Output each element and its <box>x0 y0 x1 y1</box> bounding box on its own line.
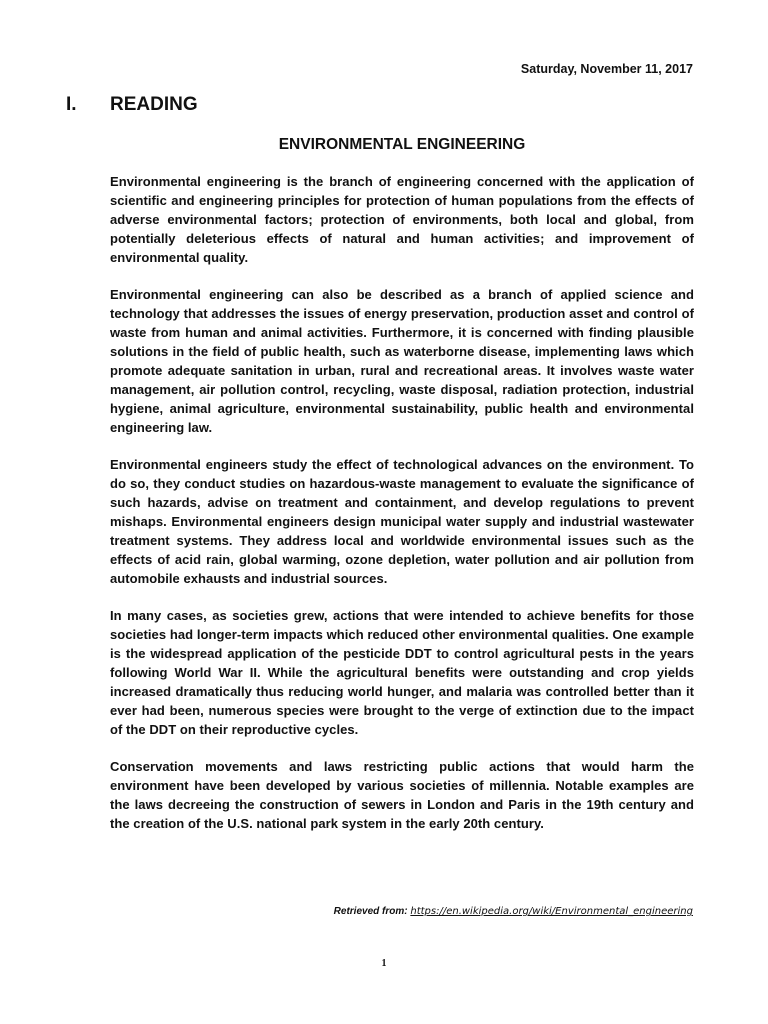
document-title: ENVIRONMENTAL ENGINEERING <box>278 136 526 153</box>
source-citation <box>334 906 693 917</box>
page-number: 1 <box>381 958 387 969</box>
source-link[interactable]: https://en.wikipedia.org/wiki/Environmental_engineering <box>410 906 693 917</box>
source-label: Retrieved from: <box>333 906 408 917</box>
section-number: I. <box>66 94 77 115</box>
section-label: READING <box>110 94 198 115</box>
document-body <box>110 172 694 851</box>
date-line: Saturday, November 11, 2017 <box>520 62 693 76</box>
section-heading <box>66 94 198 116</box>
paragraph-3: Environmental engineers study the effect of technological advances on the environment. To do so, they conduct studies on hazardous-waste management to evaluate the significance of such hazards, advise on treatment and containment, and develop regulations to prevent mishaps. Environmental engineers design municipal water supply and industrial wastewater treatment systems. They address local and worldwide environmental issues such as the effects of acid rain, global warming, ozone depletion, water pollution and air pollution from automobile exhausts and industrial sources. <box>110 457 694 586</box>
paragraph-5: Conservation movements and laws restricting public actions that would harm the environment have been developed by various societies of millennia. Notable examples are the laws decreeing the construction of sewers in London and Paris in the 19th century and the creation of the U.S. national park system in the early 20th century. <box>110 759 694 831</box>
paragraph-2: Environmental engineering can also be described as a branch of applied science and technology that addresses the issues of energy preservation, production asset and control of waste from human and animal activities. Furthermore, it is concerned with finding plausible solutions in the field of public health, such as waterborne disease, implementing laws which promote adequate sanitation in urban, rural and recreational areas. It involves waste water management, air pollution control, recycling, waste disposal, radiation protection, industrial hygiene, animal agriculture, environmental sustainability, public health and environmental engineering law. <box>110 287 694 435</box>
paragraph-1: Environmental engineering is the branch of engineering concerned with the application of scientific and engineering principles for protection of human populations from the effects of adverse environmental factors; protection of environments, both local and global, from potentially deleterious effects of natural and human activities; and improvement of environmental quality. <box>110 174 694 265</box>
paragraph-4: In many cases, as societies grew, actions that were intended to achieve benefits for those societies had longer-term impacts which reduced other environmental qualities. One example is the widespread application of the pesticide DDT to control agricultural pests in the years following World War II. While the agricultural benefits were outstanding and crop yields increased dramatically thus reducing world hunger, and malaria was controlled better than it ever had been, numerous species were brought to the verge of extinction due to the impact of the DDT on their reproductive cycles. <box>110 608 694 737</box>
